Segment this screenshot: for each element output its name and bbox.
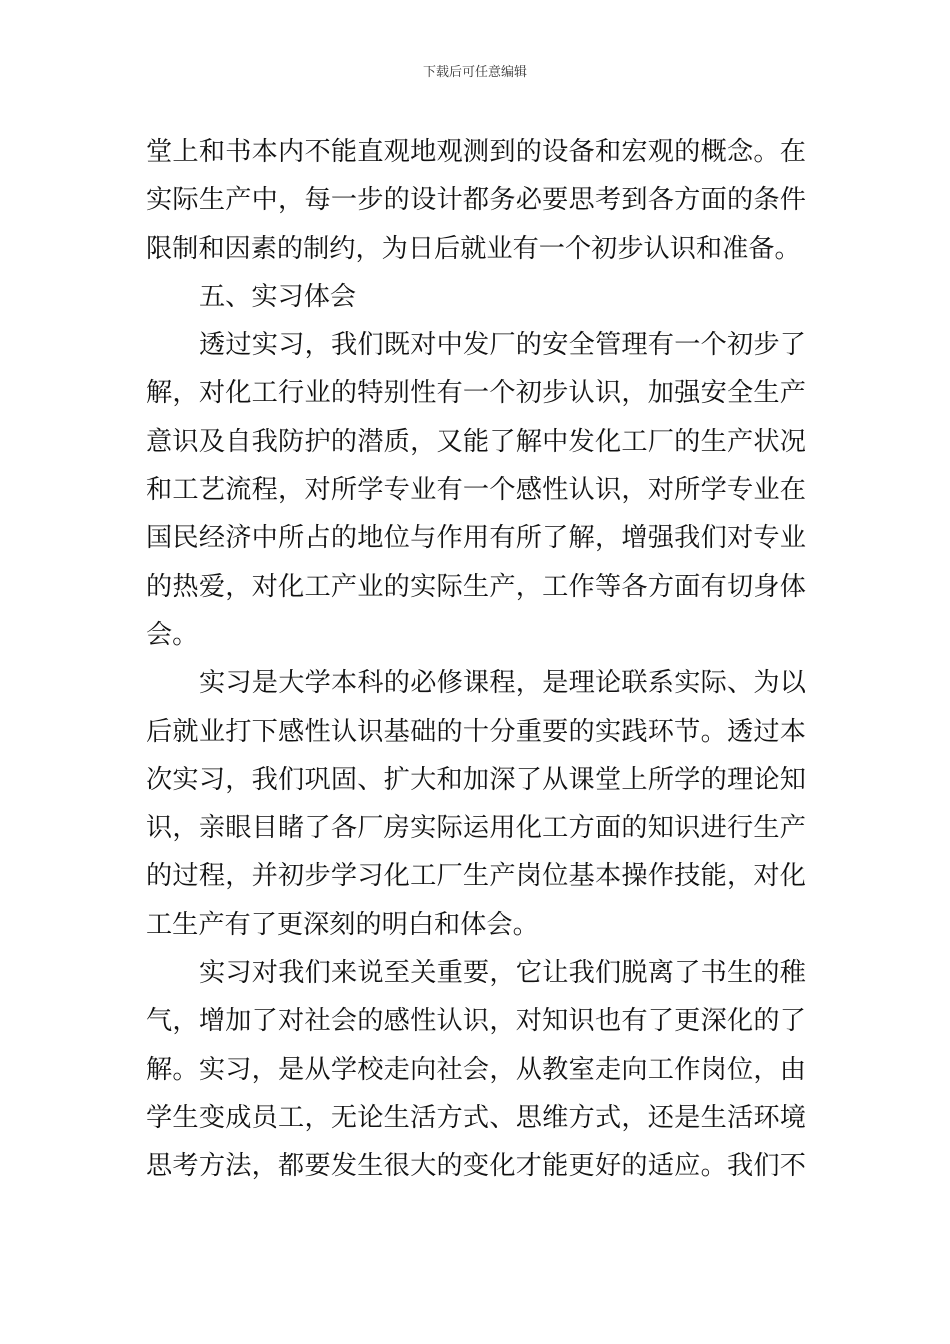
text-line: 气，增加了对社会的感性认识，对知识也有了更深化的了 <box>146 1006 806 1037</box>
text-line: 工生产有了更深刻的明白和体会。 <box>146 909 539 940</box>
text-line: 和工艺流程，对所学专业有一个感性认识，对所学专业在 <box>146 475 806 506</box>
text-line: 的过程，并初步学习化工厂生产岗位基本操作技能，对化 <box>146 861 806 892</box>
text-line: 实际生产中，每一步的设计都务必要思考到各方面的条件 <box>146 185 806 216</box>
text-line: 学生变成员工，无论生活方式、思维方式，还是生活环境 <box>146 1102 806 1133</box>
text-line: 透过实习，我们既对中发厂的安全管理有一个初步了 <box>199 330 806 361</box>
text-line: 限制和因素的制约，为日后就业有一个初步认识和准备。 <box>146 233 801 264</box>
text-line: 国民经济中所占的地位与作用有所了解，增强我们对专业 <box>146 523 806 554</box>
text-line: 会。 <box>146 619 199 650</box>
text-line: 解，对化工行业的特别性有一个初步认识，加强安全生产 <box>146 378 806 409</box>
page-header: 下载后可任意编辑 <box>422 65 527 80</box>
text-line: 实习是大学本科的必修课程，是理论联系实际、为以 <box>199 668 806 699</box>
text-line: 解。实习，是从学校走向社会，从教室走向工作岗位，由 <box>146 1054 806 1085</box>
text-line: 识，亲眼目睹了各厂房实际运用化工方面的知识进行生产 <box>146 813 806 844</box>
document-body <box>146 128 806 1191</box>
text-line: 思考方法，都要发生很大的变化才能更好的适应。我们不 <box>146 1151 806 1182</box>
text-line: 堂上和书本内不能直观地观测到的设备和宏观的概念。在 <box>146 137 806 167</box>
text-line: 意识及自我防护的潜质，又能了解中发化工厂的生产状况 <box>146 426 806 457</box>
text-line: 的热爱，对化工产业的实际生产，工作等各方面有切身体 <box>146 571 806 602</box>
text-line: 后就业打下感性认识基础的十分重要的实践环节。透过本 <box>146 716 806 747</box>
text-line: 实习对我们来说至关重要，它让我们脱离了书生的稚 <box>199 958 806 989</box>
text-line: 次实习，我们巩固、扩大和加深了从课堂上所学的理论知 <box>146 764 806 795</box>
text-line: 五、实习体会 <box>199 281 357 312</box>
